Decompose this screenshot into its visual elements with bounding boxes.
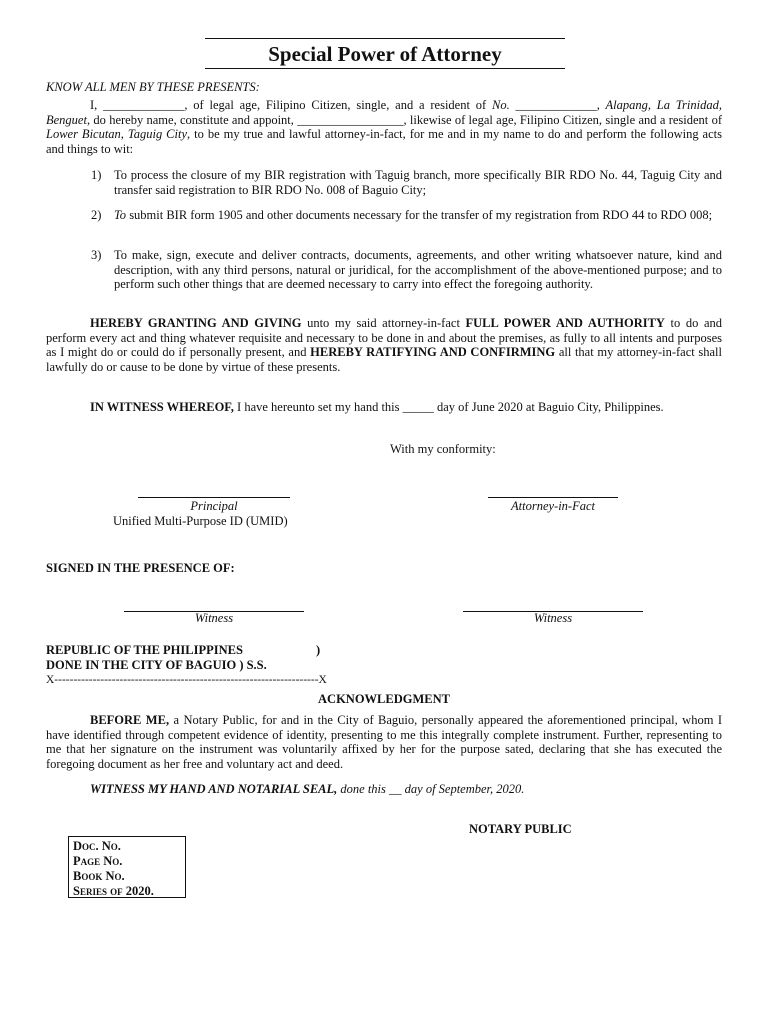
intro-address: No. _____________, Alapang, La Trinidad, Benguet [46, 98, 722, 127]
know-all-heading: KNOW ALL MEN BY THESE PRESENTS: [46, 80, 260, 94]
witness-whereof-paragraph [46, 400, 722, 415]
conformity-text: With my conformity: [390, 442, 496, 456]
signed-presence-heading: SIGNED IN THE PRESENCE OF: [46, 561, 235, 575]
intro-text-3: , do hereby name, constitute and appoint, _________________, likewise of legal age, Filipino Citizen, single and a resident of [86, 112, 722, 127]
notarial-seal-text: done this __ day of September, 2020. [337, 782, 525, 796]
granting-text-3: all that my attorney-in-fact shall lawfully do or cause to be done by virtue of these presents. [46, 345, 722, 374]
notarial-seal-paragraph [90, 782, 722, 797]
principal-label: Principal [190, 499, 238, 513]
granting-paragraph [46, 316, 722, 374]
granting-text-2: to do and perform every act and thing whatever requisite and necessary to be done in and about the premises, as fully to all intents and purposes as I might do or could do if personally present, and [46, 316, 722, 359]
notarial-register-box [68, 836, 186, 898]
doc-no-label: Doc. No. [73, 839, 121, 853]
witness-2-label: Witness [533, 611, 573, 625]
granting-bold-1: HEREBY GRANTING AND GIVING [90, 316, 302, 330]
page-no-label: Page No. [73, 854, 123, 868]
item-2-body: submit BIR form 1905 and other documents necessary for the transfer of my registration from RDO 44 to RDO 008; [126, 208, 713, 222]
intro-text-1: I, _____________, of legal age, Filipino Citizen, single, and a resident of [90, 98, 492, 112]
item-1-number: 1) [91, 168, 102, 182]
principal-id: Unified Multi-Purpose ID (UMID) [113, 514, 288, 528]
witness-whereof-text: I have hereunto set my hand this _____ day of June 2020 at Baguio City, Philippines. [233, 400, 664, 414]
before-me-bold: BEFORE ME, [90, 713, 170, 727]
book-no-label: Book No. [73, 869, 125, 883]
before-me-text: a Notary Public, for and in the City of Baguio, personally appeared the aforementioned principal, whom I have identified through competent evidence of identity, presenting to me this integrally complete instrument. Further, representing to me that her signature on the instrument was voluntarily affixed by her for the purpose sated, declaring that she has executed the foregoing document as her free and voluntary act and deed. [46, 713, 722, 771]
notary-public-label: NOTARY PUBLIC [469, 822, 572, 836]
series-label: Series of 2020. [73, 884, 154, 898]
item-1-text: To process the closure of my BIR registration with Taguig branch, more specifically BIR RDO No. 44, Taguig City and transfer said registration to BIR RDO No. 008 of Baguio City; [114, 168, 722, 197]
separator-line: X---------------------------------------------------------------------X [46, 674, 327, 686]
item-2-number: 2) [91, 208, 102, 222]
document-title: Special Power of Attorney [205, 38, 565, 69]
republic-paren: ) [316, 643, 321, 657]
item-3-text: To make, sign, execute and deliver contracts, documents, agreements, and other writing whatsoever nature, kind and description, with any third persons, natural or juridical, for the accomplishment of the above-mentioned purpose; and to perform such other things that are deemed necessary to carry into effect the foregoing authority. [114, 248, 722, 291]
witness-1-label: Witness [194, 611, 234, 625]
granting-text-1: unto my said attorney-in-fact [301, 316, 466, 330]
before-me-paragraph [46, 713, 722, 771]
principal-signature-line [138, 497, 290, 498]
item-2-text [114, 208, 722, 223]
granting-bold-2: FULL POWER AND AUTHORITY [465, 316, 665, 330]
notarial-seal-bold: WITNESS MY HAND AND NOTARIAL SEAL, [90, 782, 338, 796]
acknowledgment-title: ACKNOWLEDGMENT [318, 692, 450, 706]
republic-line: REPUBLIC OF THE PHILIPPINES [46, 643, 243, 657]
witness-whereof-bold: IN WITNESS WHEREOF, [90, 400, 234, 414]
attorney-signature-line [488, 497, 618, 498]
intro-paragraph [46, 98, 722, 156]
intro-attorney-address: Lower Bicutan, Taguig City [46, 127, 188, 141]
item-2-lead: To [114, 208, 127, 222]
granting-bold-3: HEREBY RATIFYING AND CONFIRMING [310, 345, 556, 359]
venue-line: DONE IN THE CITY OF BAGUIO ) S.S. [46, 658, 267, 672]
intro-text-5: , to be my true and lawful attorney-in-fact, for me and in my name to do and perform the following acts and things to wit: [46, 127, 722, 156]
attorney-label: Attorney-in-Fact [511, 499, 595, 513]
item-3-number: 3) [91, 248, 102, 262]
